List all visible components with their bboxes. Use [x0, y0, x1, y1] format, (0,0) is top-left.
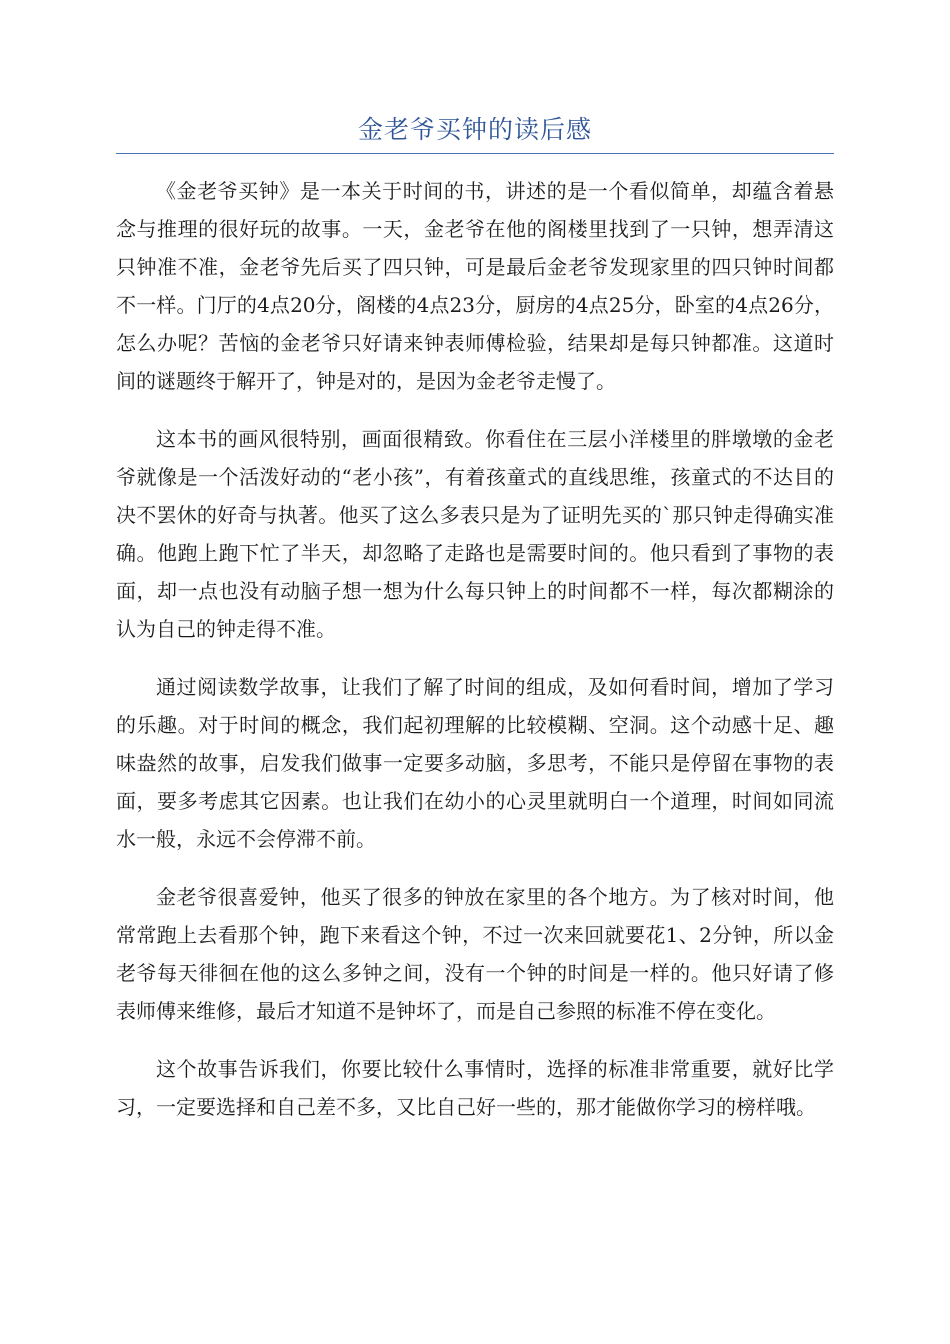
- title-underline: [116, 153, 834, 154]
- document-title: 金老爷买钟的读后感: [357, 115, 592, 144]
- paragraph-3: 通过阅读数学故事，让我们了解了时间的组成，及如何看时间，增加了学习的乐趣。对于时间的概念，我们起初理解的比较模糊、空洞。这个动感十足、趣味盎然的故事，启发我们做事一定要多动脑，多思考，不能只是停留在事物的表面，要多考虑其它因素。也让我们在幼小的心灵里就明白一个道理，时间如同流水一般，永远不会停滞不前。: [116, 675, 834, 851]
- document-body: [116, 172, 834, 1146]
- paragraph-5: 这个故事告诉我们，你要比较什么事情时，选择的标准非常重要，就好比学习，一定要选择和自己差不多，又比自己好一些的，那才能做你学习的榜样哦。: [116, 1057, 834, 1119]
- paragraph-2: 这本书的画风很特别，画面很精致。你看住在三层小洋楼里的胖墩墩的金老爷就像是一个活泼好动的“老小孩”，有着孩童式的直线思维，孩童式的不达目的决不罢休的好奇与执著。他买了这么多表只是为了证明先买的`那只钟走得确实准确。他跑上跑下忙了半天，却忽略了走路也是需要时间的。他只看到了事物的表面，却一点也没有动脑子想一想为什么每只钟上的时间都不一样，每次都糊涂的认为自己的钟走得不准。: [116, 427, 834, 641]
- paragraph-1: 《金老爷买钟》是一本关于时间的书，讲述的是一个看似简单，却蕴含着悬念与推理的很好玩的故事。一天，金老爷在他的阁楼里找到了一只钟，想弄清这只钟准不准，金老爷先后买了四只钟，可是最后金老爷发现家里的四只钟时间都不一样。门厅的4点20分，阁楼的4点23分，厨房的4点25分，卧室的4点26分，怎么办呢？苦恼的金老爷只好请来钟表师傅检验，结果却是每只钟都准。这道时间的谜题终于解开了，钟是对的，是因为金老爷走慢了。: [116, 179, 834, 393]
- paragraph-4: 金老爷很喜爱钟，他买了很多的钟放在家里的各个地方。为了核对时间，他常常跑上去看那个钟，跑下来看这个钟，不过一次来回就要花1、2分钟，所以金老爷每天徘徊在他的这么多钟之间，没有一个钟的时间是一样的。他只好请了修表师傅来维修，最后才知道不是钟坏了，而是自己参照的标准不停在变化。: [116, 885, 834, 1023]
